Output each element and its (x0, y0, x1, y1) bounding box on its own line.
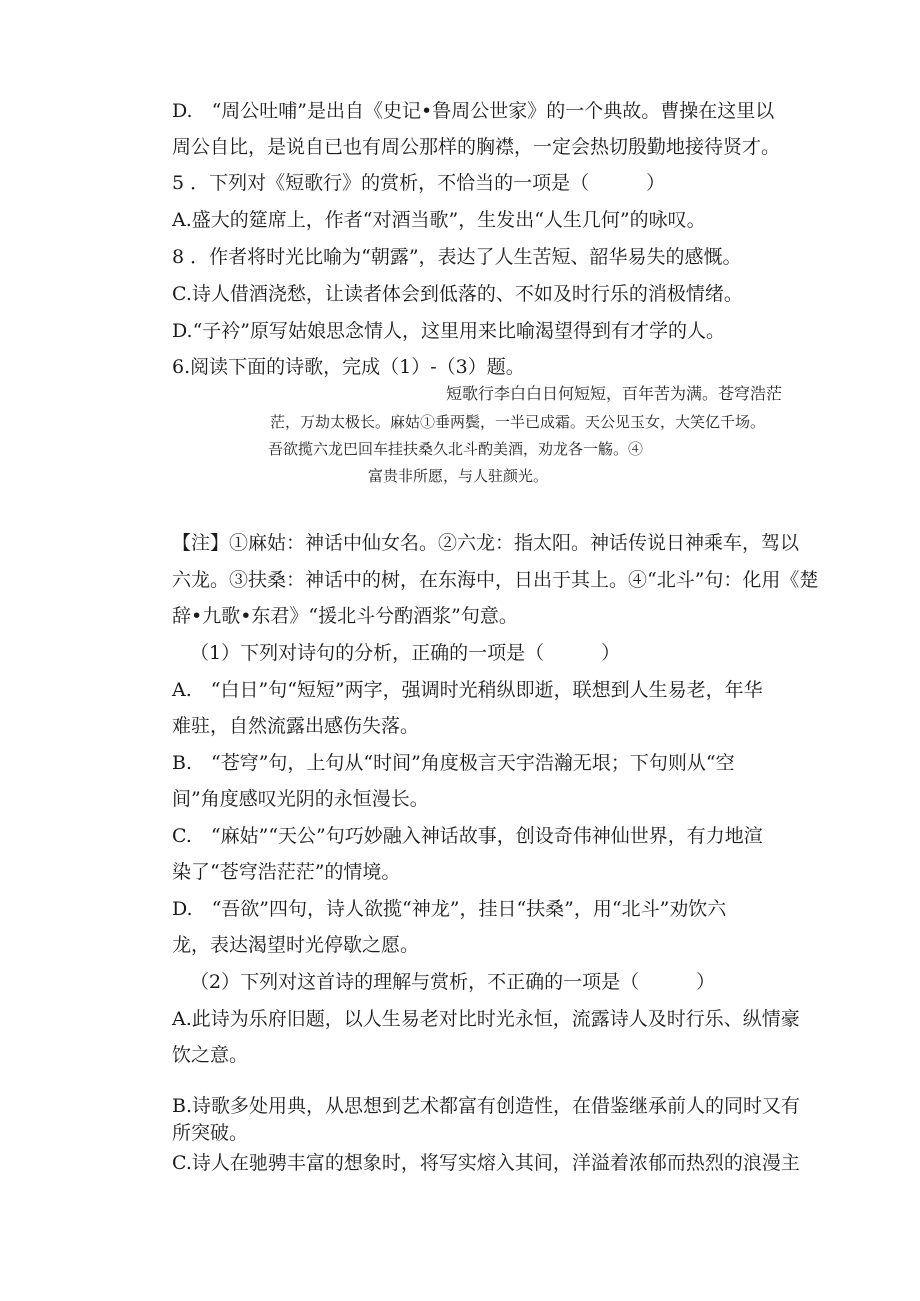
poem-line: 富贵非所愿，与人驻颜光。 (368, 467, 549, 485)
sub1-option-d-line1: D. “吾欲”四句，诗人欲揽“神龙”，挂日“扶桑”，用“北斗”劝饮六 (172, 898, 727, 920)
sub2-option-b-line1: B.诗歌多处用典，从思想到艺术都富有创造性，在借鉴继承前人的同时又有 (172, 1095, 801, 1117)
poem-line: 吾欲揽六龙巴回车挂扶桑久北斗酌美酒，劝龙各一觞。④ (268, 440, 644, 458)
sub1-option-c-line1: C. “麻姑”“天公”句巧妙融入神话故事，创设奇伟神仙世界，有力地渲 (172, 825, 763, 847)
q5-option-d: D.“子衿”原写姑娘思念情人，这里用来比喻渴望得到有才学的人。 (172, 320, 726, 342)
sub2-option-a-line1: A.此诗为乐府旧题，以人生易老对比时光永恒，流露诗人及时行乐、纵情豪 (172, 1008, 800, 1030)
q5-stem: 5 ．下列对《短歌行》的赏析，不恰当的一项是（ ） (172, 172, 666, 194)
q4-option-d-line2: 周公自比，是说自已也有周公那样的胸襟，一定会热切殷勤地接待贤才。 (172, 136, 781, 158)
note-line2: 六龙。③扶桑：神话中的树，在东海中，日出于其上。④“北斗”句：化用《楚 (172, 569, 819, 591)
sub2-stem: （2）下列对这首诗的理解与赏析，不正确的一项是（ ） (190, 971, 716, 993)
poem-line: 短歌行李白白日何短短，百年苦为满。苍穹浩茫 (446, 384, 783, 403)
q5-option-b: 8 ．作者将时光比喻为“朝露”，表达了人生苦短、韶华易失的感慨。 (172, 246, 742, 268)
poem-line: 茫，万劫太极长。麻姑①垂两鬓，一半已成霜。天公见玉女，大笑亿千场。 (270, 413, 766, 431)
sub1-option-b-line2: 间”角度感叹光阴的永恒漫长。 (172, 788, 429, 810)
q5-option-a: A.盛大的筵席上，作者“对酒当歌”，生发出“人生几何”的咏叹。 (172, 209, 706, 231)
sub1-option-d-line2: 龙，表达渴望时光停歇之愿。 (172, 934, 420, 956)
q4-option-d-line1: D. “周公吐哺”是出自《史记•鲁周公世家》的一个典故。曹操在这里以 (172, 100, 775, 122)
note-line1: 【注】①麻姑：神话中仙女名。②六龙：指太阳。神话传说日神乘车，驾以 (172, 532, 800, 554)
sub1-stem: （1）下列对诗句的分析，正确的一项是（ ） (190, 642, 621, 664)
q5-option-c: C.诗人借酒浇愁，让读者体会到低落的、不如及时行乐的消极情绪。 (172, 283, 743, 305)
sub2-option-a-line2: 饮之意。 (172, 1044, 249, 1066)
sub1-option-b-line1: B. “苍穹”句，上句从“时间”角度极言天宇浩瀚无垠；下句则从“空 (172, 752, 735, 774)
note-line3: 辞•九歌•东君》“援北斗兮酌酒浆”句意。 (172, 605, 518, 627)
sub1-option-c-line2: 染了“苍穹浩茫茫”的情境。 (172, 861, 401, 883)
sub1-option-a-line1: A. “白日”句“短短”两字，强调时光稍纵即逝，联想到人生易老，年华 (172, 679, 763, 701)
q6-stem: 6.阅读下面的诗歌，完成（1）-（3）题。 (172, 356, 525, 378)
sub2-option-c-line1: C.诗人在驰骋丰富的想象时，将写实熔入其间，洋溢着浓郁而热烈的浪漫主 (172, 1152, 800, 1174)
sub2-option-b-line2: 所突破。 (172, 1122, 249, 1144)
sub1-option-a-line2: 难驻，自然流露出感伤失落。 (172, 715, 420, 737)
